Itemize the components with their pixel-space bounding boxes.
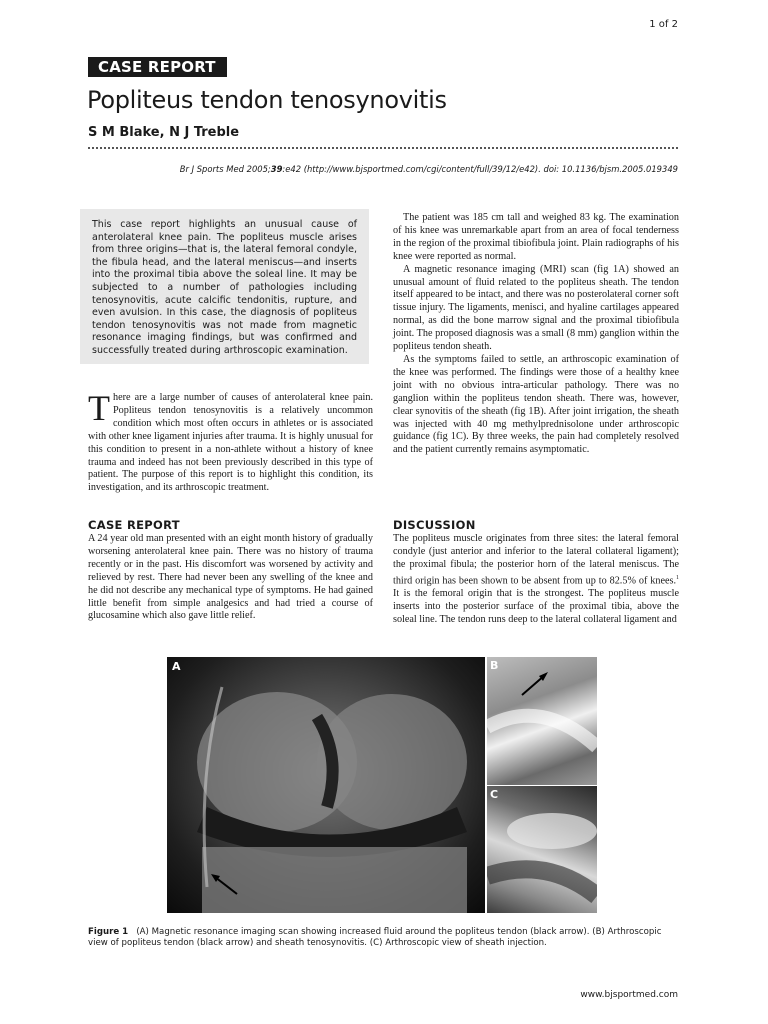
discussion-text-a: The popliteus muscle originates from three sites: the lateral femoral condyle (just anterior and inferior to the lateral collateral ligament); the proximal fibula; the posterior horn of the lateral meniscus. The third origin has been shown to be absent from up to 82.5% of knees. <box>393 533 679 587</box>
authors: S M Blake, N J Treble <box>88 125 240 140</box>
discussion-body <box>393 533 679 627</box>
arthroscopic-view-c <box>487 786 597 913</box>
discussion-text-b: It is the femoral origin that is the strongest. The popliteus muscle inserts into the posterior surface of the proximal tibia, above the soleal line. The tendon runs deep to the lateral collateral ligament and <box>393 588 679 625</box>
case-report-heading: CASE REPORT <box>88 518 180 532</box>
page-number: 1 of 2 <box>649 19 678 30</box>
citation <box>180 164 678 174</box>
paragraph-mri: A magnetic resonance imaging (MRI) scan (fig 1A) showed an unusual amount of fluid related to the popliteus sheath. The tendon itself appeared to be intact, and there was no posterolateral corner soft tissue injury. The ligaments, menisci, and hyaline cartilages appeared normal, as did the bone marrow signal and the proximal tibiofibula joint. The proposed diagnosis was a small (8 mm) ganglion within the popliteus tendon sheath. <box>393 263 679 353</box>
article-title: Popliteus tendon tenosynovitis <box>87 86 447 114</box>
arthroscopy-b-illustration <box>487 657 597 785</box>
case-report-text: A 24 year old man presented with an eight month history of gradually worsening anterolateral knee pain. There was no history of trauma recently or in the past. His discomfort was worsened by activity and relieved by rest. There had never been any swelling of the knee and he did not describe any mechanical type of symptoms. He had gained little benefit from simple analgesics and had tried a course of glucosamine which also gave little relief. <box>88 533 373 622</box>
intro-text: here are a large number of causes of anterolateral knee pain. Popliteus tendon tenosynovitis is a relatively uncommon condition which most often occurs in athletes or is associated with other knee ligament injuries after trauma. It is highly unusual for this condition to present in a non-athlete without a history of knee trauma and indeed has not been previously described in this type of patient. The purpose of this report is to highlight this condition, its investigation, and its arthroscopic treatment. <box>88 392 373 494</box>
arthroscopic-view-b <box>487 657 597 785</box>
citation-details: :e42 (http://www.bjsportmed.com/cgi/content/full/39/12/e42). doi: 10.1136/bjsm.2005.019349 <box>282 164 678 174</box>
abstract-text: This case report highlights an unusual cause of anterolateral knee pain. The popliteus muscle arises from three origins—that is, the lateral femoral condyle, the fibula head, and the lateral meniscus—and inserts into the proximal tibia above the soleal line. It may be subjected to a number of pathologies including tenosynovitis, acute calcific tendonitis, rupture, and even avulsion. In this case, the diagnosis of popliteus tendon tenosynovitis was not made from magnetic resonance imaging findings, but was confirmed and successfully treated during arthroscopic examination. <box>92 219 357 356</box>
right-column <box>393 212 679 457</box>
mri-knee-illustration <box>167 657 485 913</box>
arthroscopy-c-illustration <box>487 786 597 913</box>
case-report-body <box>88 533 373 623</box>
paragraph-examination: The patient was 185 cm tall and weighed 83 kg. The examination of his knee was unremarkable apart from an area of focal tenderness in the region of the proximal tibiofibula joint. Plain radiographs of his knee were reported as normal. <box>393 212 679 262</box>
introduction <box>88 388 373 495</box>
caption-text: (A) Magnetic resonance imaging scan showing increased fluid around the popliteus tendon (black arrow). (B) Arthroscopic view of popliteus tendon (black arrow) and sheath tenosynovitis. (C) Arthroscopic view of sheath injection. <box>88 927 662 948</box>
panel-b-label: B <box>490 659 499 672</box>
caption-label: Figure 1 <box>88 927 129 937</box>
section-tag: CASE REPORT <box>88 57 227 77</box>
reference-marker: 1 <box>676 574 679 581</box>
abstract-box <box>80 209 369 364</box>
figure-1 <box>167 657 597 913</box>
discussion-heading: DISCUSSION <box>393 518 476 532</box>
citation-volume: 39 <box>270 164 283 174</box>
paragraph-arthroscopy: As the symptoms failed to settle, an arthroscopic examination of the knee was performed. The findings were those of a healthy knee joint with no obvious intra-articular pathology. There was no ganglion within the popliteus tendon sheath. There was, however, clear synovitis of the sheath (fig 1B). After joint irrigation, the sheath was injected with 40 mg methylprednisolone under arthroscopic guidance (fig 1C). By three weeks, the pain had completely resolved and the patient currently remains asymptomatic. <box>393 353 679 456</box>
footer-url: www.bjsportmed.com <box>580 990 678 1000</box>
drop-cap: T <box>88 388 110 428</box>
discussion-text <box>393 533 679 627</box>
figure-caption <box>88 927 680 949</box>
mri-scan-image <box>167 657 485 913</box>
dotted-divider <box>88 147 678 149</box>
citation-year: 2005; <box>246 164 271 174</box>
citation-journal: Br J Sports Med <box>179 164 244 174</box>
panel-c-label: C <box>490 788 499 801</box>
panel-a-label: A <box>172 660 181 673</box>
